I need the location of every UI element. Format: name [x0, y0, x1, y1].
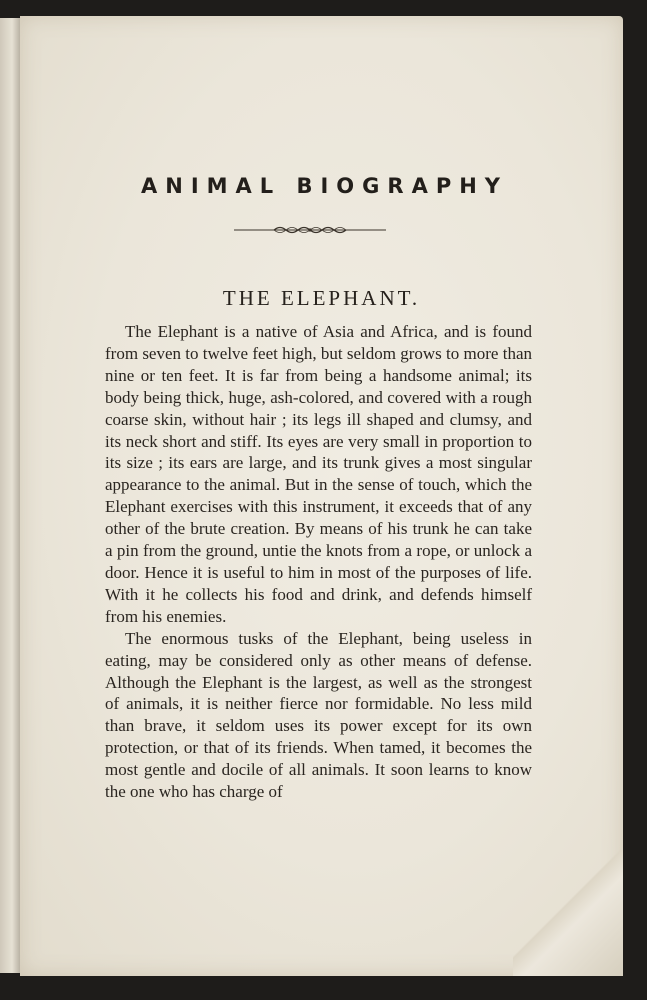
- book-page: [20, 16, 623, 976]
- page-fold-corner: [513, 836, 623, 976]
- body-text: [105, 321, 532, 803]
- ornament-divider-icon: [234, 221, 386, 239]
- page-header-title: ANIMAL BIOGRAPHY: [141, 174, 508, 198]
- paragraph: The Elephant is a native of Asia and Africa, and is found from seven to twelve feet high, but seldom grows to more than nine or ten feet. It is far from being a handsome animal; its body being thick, huge, ash-colored, and covered with a rough coarse skin, without hair ; its legs ill shaped and clumsy, and its neck short and stiff. Its eyes are very small in proportion to its size ; its ears are large, and its trunk gives a most singular appearance to the animal. But in the sense of touch, which the Elephant exercises with this instrument, it exceeds that of any other of the brute creation. By means of his trunk he can take a pin from the ground, untie the knots from a rope, or unlock a door. Hence it is useful to him in most of the purposes of life. With it he collects his food and drink, and defends himself from his enemies.: [105, 322, 532, 626]
- paragraph: The enormous tusks of the Elephant, being useless in eating, may be considered only as other means of defense. Although the Elephant is the largest, as well as the strongest of animals, it is neither fierce nor formidable. No less mild than brave, it seldom uses its power except for its own protection, or that of its friends. When tamed, it becomes the most gentle and docile of all animals. It soon learns to know the one who has charge of: [105, 628, 532, 802]
- previous-page-edge: [0, 18, 21, 973]
- section-title: THE ELEPHANT.: [222, 286, 421, 310]
